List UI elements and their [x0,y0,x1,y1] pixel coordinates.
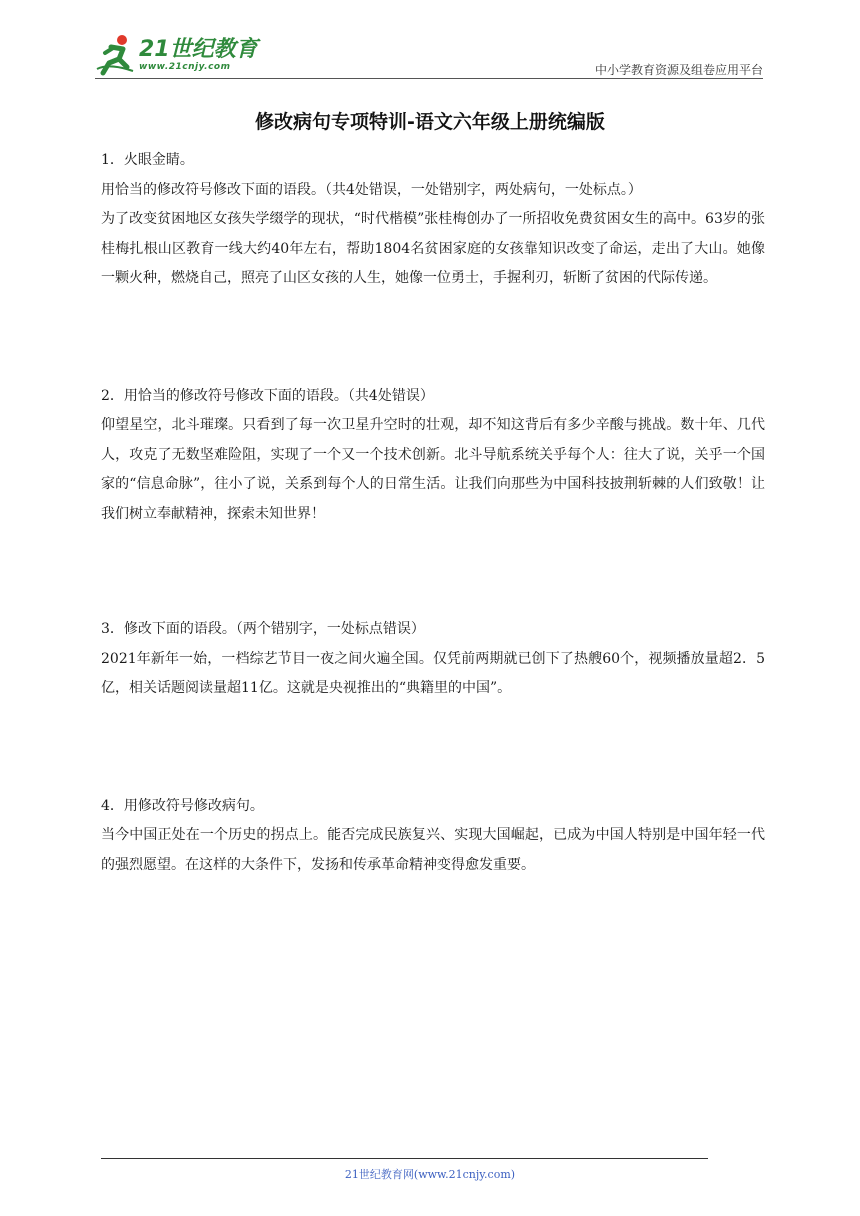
header-divider [95,78,763,79]
question-instruction: 用恰当的修改符号修改下面的语段。（共4处错误，一处错别字，两处病句，一处标点。） [101,181,642,198]
question-3 [101,615,765,704]
answer-space [101,704,765,792]
answer-space [101,294,765,382]
question-heading: 1．火眼金睛。 [101,152,194,168]
logo-url: www.21cnjy.com [139,61,231,72]
question-passage: 为了改变贫困地区女孩失学缀学的现状，“时代楷模”张桂梅创办了一所招收免费贫困女生的高中。63岁的张桂梅扎根山区教育一线大约40年左右，帮助1804名贫困家庭的女孩靠知识改变了命运，走出了大山。她像一颗火种，燃烧自己，照亮了山区女孩的人生，她像一位勇士，手握利刃，斩断了贫困的代际传递。 [101,211,765,286]
question-passage: 仰望星空，北斗璀璨。只看到了每一次卫星升空时的壮观，却不知这背后有多少辛酸与挑战。数十年、几代人，攻克了无数坚难险阻，实现了一个又一个技术创新。北斗导航系统关乎每个人：往大了说，关乎一个国家的“信息命脉”，往小了说，关系到每个人的日常生活。让我们向那些为中国科技披荆斩棘的人们致敬！让我们树立奉献精神，探索未知世界！ [101,417,765,522]
question-heading: 3．修改下面的语段。（两个错别字，一处标点错误） [101,621,425,637]
question-heading: 2．用恰当的修改符号修改下面的语段。（共4处错误） [101,387,434,404]
page-title: 修改病句专项特训-语文六年级上册统编版 [255,111,605,133]
question-passage: 2021年新年一始，一档综艺节目一夜之间火遍全国。仅凭前两期就已创下了热艘60个，视频播放量超2．5亿，相关话题阅读量超11亿。这就是央视推出的“典籍里的中国”。 [101,650,765,696]
site-logo[interactable] [95,32,258,78]
runner-logo-icon [95,33,135,77]
logo-brand-name: 21世纪教育 [139,36,258,62]
platform-name: 中小学教育资源及组卷应用平台 [594,63,763,77]
question-4 [101,792,765,881]
footer-link[interactable]: 21世纪教育网(www.21cnjy.com) [344,1168,516,1181]
question-2 [101,382,765,530]
question-passage: 当今中国正处在一个历史的拐点上。能否完成民族复兴、实现大国崛起，已成为中国人特别是中国年轻一代的强烈愿望。在这样的大条件下，发扬和传承革命精神变得愈发重要。 [101,827,765,873]
question-heading: 4．用修改符号修改病句。 [101,797,264,814]
footer-divider [101,1158,708,1159]
question-1 [101,146,765,294]
page-header [95,30,763,80]
document-body [101,146,765,880]
answer-space [101,529,765,615]
